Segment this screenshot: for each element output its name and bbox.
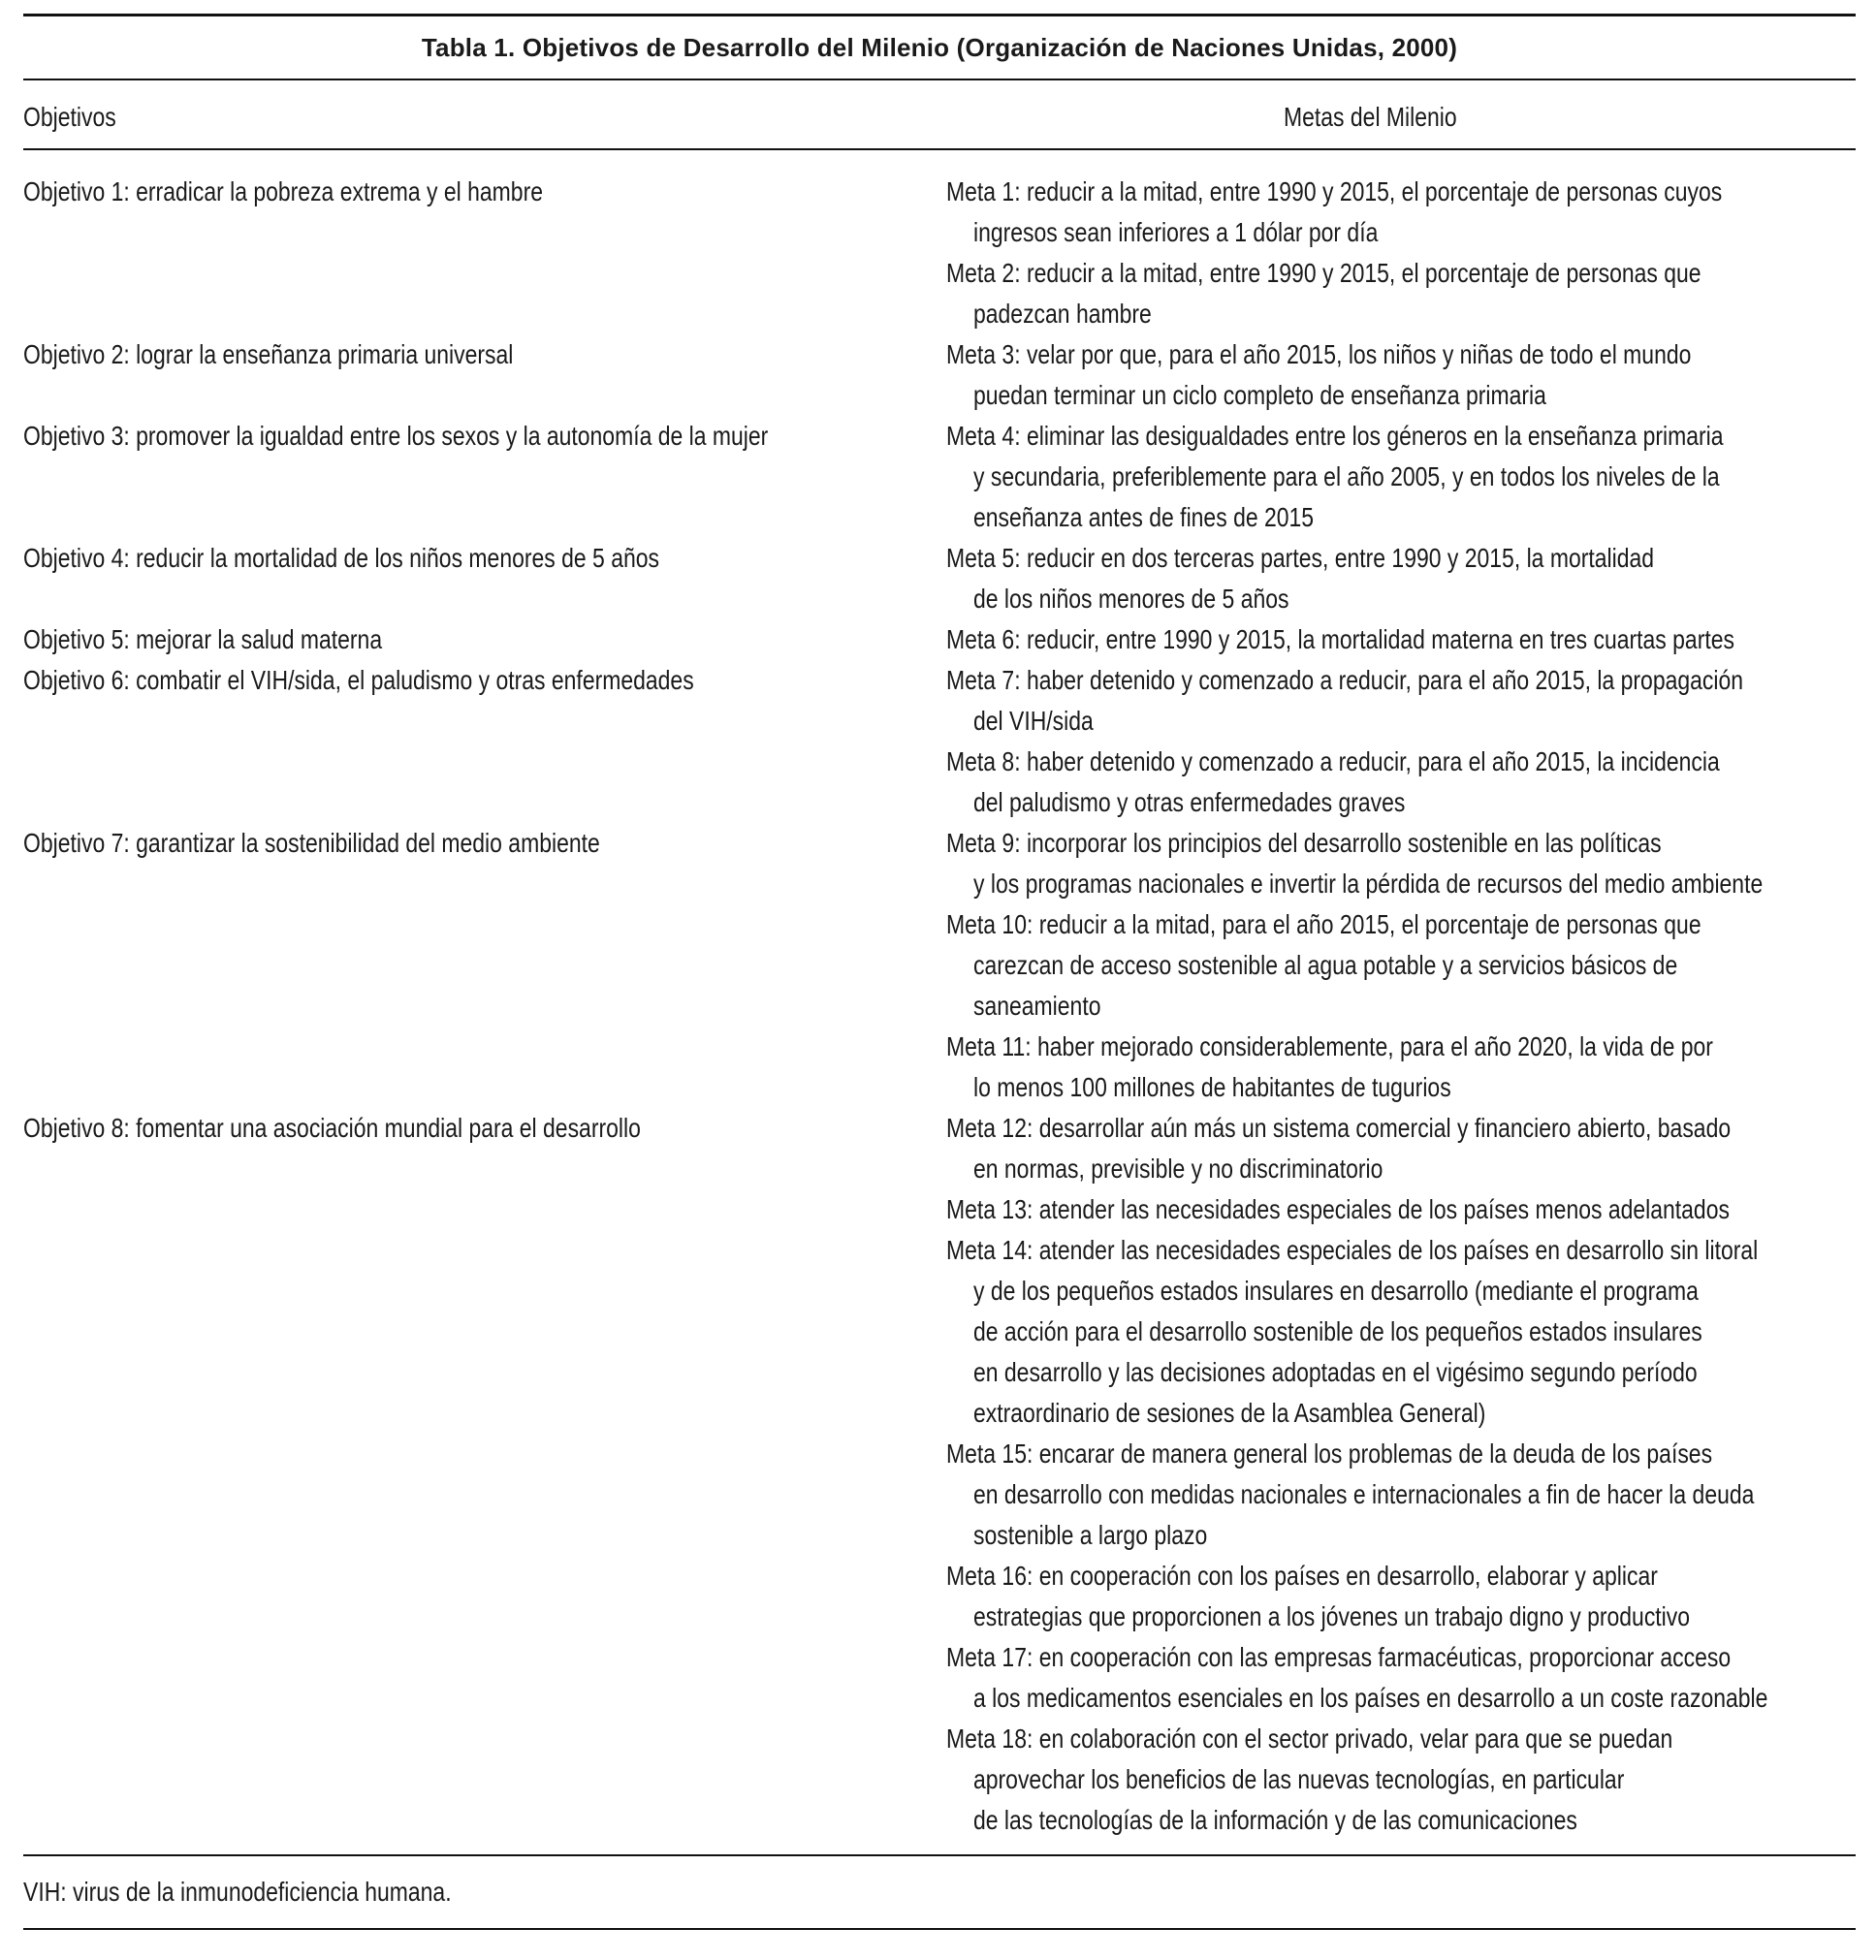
table-row xyxy=(23,823,1856,1108)
bottom-rule xyxy=(23,1928,1856,1930)
objective-cell xyxy=(23,172,946,212)
goal-line-first xyxy=(946,334,1856,375)
footnote-text: VIH: virus de la inmunodeficiencia humana. xyxy=(23,1877,452,1907)
goal-line-continuation xyxy=(946,701,1876,742)
goal-line-continuation xyxy=(946,1149,1876,1189)
goal-line-continuation xyxy=(946,986,1876,1027)
goal-line-continuation xyxy=(946,457,1876,497)
goal-item xyxy=(946,1719,1876,1841)
goal-line-continuation xyxy=(946,782,1876,823)
goal-line-continuation xyxy=(946,1474,1876,1515)
goal-line-continuation xyxy=(946,1312,1876,1352)
goal-text: Meta 2: reducir a la mitad, entre 1990 y 2015, el porcentaje de personas que xyxy=(946,258,1701,288)
goal-item xyxy=(946,660,1876,742)
goal-text: Meta 14: atender las necesidades especiales de los países en desarrollo sin litoral xyxy=(946,1235,1759,1265)
goal-line-first xyxy=(946,619,1876,660)
goal-line-continuation xyxy=(946,579,1856,619)
goal-text: de las tecnologías de la información y de las comunicaciones xyxy=(973,1805,1577,1835)
goal-item xyxy=(946,1637,1876,1719)
goal-text: carezcan de acceso sostenible al agua potable y a servicios básicos de xyxy=(973,950,1678,980)
table-row xyxy=(23,1108,1856,1841)
goals-cell xyxy=(946,1108,1876,1841)
goal-line-continuation xyxy=(946,1515,1876,1556)
goal-item xyxy=(946,1230,1876,1434)
goal-item xyxy=(946,619,1876,660)
goal-item xyxy=(946,1434,1876,1556)
goal-line-continuation xyxy=(946,1678,1876,1719)
goal-text: enseñanza antes de fines de 2015 xyxy=(973,502,1315,532)
goal-text: Meta 10: reducir a la mitad, para el año 2015, el porcentaje de personas que xyxy=(946,909,1701,939)
goal-text: estrategias que proporcionen a los jóvenes un trabajo digno y productivo xyxy=(973,1601,1691,1631)
objective-text: Objetivo 8: fomentar una asociación mundial para el desarrollo xyxy=(23,1113,641,1143)
goal-text: Meta 18: en colaboración con el sector privado, velar para que se puedan xyxy=(946,1723,1673,1754)
goal-line-first xyxy=(946,1719,1876,1759)
goal-line-first xyxy=(946,1108,1876,1149)
objective-text: Objetivo 2: lograr la enseñanza primaria universal xyxy=(23,339,514,369)
goal-text: Meta 16: en cooperación con los países en desarrollo, elaborar y aplicar xyxy=(946,1561,1658,1591)
objective-cell xyxy=(23,538,946,579)
goal-item xyxy=(946,742,1876,823)
goal-line-first xyxy=(946,1637,1876,1678)
goal-line-continuation xyxy=(946,864,1876,904)
goal-text: del paludismo y otras enfermedades graves xyxy=(973,787,1406,817)
goal-text: Meta 5: reducir en dos terceras partes, entre 1990 y 2015, la mortalidad xyxy=(946,543,1655,573)
objective-cell xyxy=(23,619,946,660)
goal-item xyxy=(946,1556,1876,1637)
goal-item xyxy=(946,1189,1876,1230)
goal-item xyxy=(946,416,1876,538)
goal-text: sostenible a largo plazo xyxy=(973,1520,1208,1550)
table-row xyxy=(23,538,1856,619)
goal-line-continuation xyxy=(946,1393,1876,1434)
goal-text: Meta 8: haber detenido y comenzado a reducir, para el año 2015, la incidencia xyxy=(946,746,1720,776)
goal-text: saneamiento xyxy=(973,991,1101,1021)
objective-text: Objetivo 6: combatir el VIH/sida, el paludismo y otras enfermedades xyxy=(23,665,694,695)
goal-text: en normas, previsible y no discriminatorio xyxy=(973,1154,1383,1184)
goal-text: aprovechar los beneficios de las nuevas tecnologías, en particular xyxy=(973,1764,1625,1794)
objective-cell xyxy=(23,823,946,864)
goal-line-first xyxy=(946,1027,1876,1067)
goal-line-continuation xyxy=(946,1759,1876,1800)
goal-text: Meta 7: haber detenido y comenzado a reducir, para el año 2015, la propagación xyxy=(946,665,1744,695)
goal-text: de acción para el desarrollo sostenible de los pequeños estados insulares xyxy=(973,1316,1702,1346)
goal-item xyxy=(946,538,1856,619)
header-goals: Metas del Milenio xyxy=(1284,102,1457,132)
goal-text: Meta 13: atender las necesidades especiales de los países menos adelantados xyxy=(946,1194,1730,1224)
goals-cell xyxy=(946,823,1876,1108)
goal-text: del VIH/sida xyxy=(973,706,1094,736)
table-header xyxy=(23,80,1856,148)
goal-item xyxy=(946,334,1856,416)
objective-cell xyxy=(23,1108,946,1149)
goals-cell xyxy=(946,619,1876,660)
goal-line-continuation xyxy=(946,497,1876,538)
objective-text: Objetivo 7: garantizar la sostenibilidad del medio ambiente xyxy=(23,828,600,858)
goal-line-first xyxy=(946,823,1876,864)
goal-line-continuation xyxy=(946,1352,1876,1393)
objective-cell xyxy=(23,416,946,457)
objective-text: Objetivo 4: reducir la mortalidad de los niños menores de 5 años xyxy=(23,543,659,573)
goal-text: y de los pequeños estados insulares en desarrollo (mediante el programa xyxy=(973,1276,1699,1306)
goal-text: Meta 12: desarrollar aún más un sistema comercial y financiero abierto, basado xyxy=(946,1113,1732,1143)
goal-text: Meta 3: velar por que, para el año 2015, los niños y niñas de todo el mundo xyxy=(946,339,1692,369)
goal-text: puedan terminar un ciclo completo de enseñanza primaria xyxy=(973,380,1546,410)
goal-text: a los medicamentos esenciales en los países en desarrollo a un coste razonable xyxy=(973,1683,1768,1713)
goal-line-continuation xyxy=(946,212,1876,253)
goal-item xyxy=(946,1108,1876,1189)
goal-line-continuation xyxy=(946,1067,1876,1108)
goal-text: Meta 1: reducir a la mitad, entre 1990 y 2015, el porcentaje de personas cuyos xyxy=(946,176,1723,206)
goal-text: de los niños menores de 5 años xyxy=(973,584,1289,614)
objective-text: Objetivo 5: mejorar la salud materna xyxy=(23,624,383,654)
table-row xyxy=(23,619,1856,660)
goal-text: ingresos sean inferiores a 1 dólar por día xyxy=(973,217,1379,247)
goal-line-continuation xyxy=(946,1596,1876,1637)
goal-line-first xyxy=(946,1230,1876,1271)
table-document xyxy=(23,14,1856,1930)
goal-text: Meta 11: haber mejorado considerablemente, para el año 2020, la vida de por xyxy=(946,1031,1713,1061)
goal-line-first xyxy=(946,416,1876,457)
goal-item xyxy=(946,172,1876,253)
goal-line-first xyxy=(946,172,1876,212)
goal-text: Meta 6: reducir, entre 1990 y 2015, la mortalidad materna en tres cuartas partes xyxy=(946,624,1734,654)
goals-cell xyxy=(946,334,1856,416)
goal-line-first xyxy=(946,1556,1876,1596)
table-row xyxy=(23,416,1856,538)
goals-cell xyxy=(946,416,1876,538)
goal-text: Meta 9: incorporar los principios del desarrollo sostenible en las políticas xyxy=(946,828,1662,858)
goal-line-first xyxy=(946,660,1876,701)
goal-line-continuation xyxy=(946,1271,1876,1312)
table-title: Tabla 1. Objetivos de Desarrollo del Milenio (Organización de Naciones Unidas, 2000) xyxy=(421,33,1458,62)
goals-cell xyxy=(946,538,1856,619)
table-row xyxy=(23,172,1856,334)
goal-line-first xyxy=(946,538,1856,579)
goal-text: y secundaria, preferiblemente para el año 2005, y en todos los niveles de la xyxy=(973,461,1720,491)
goal-line-first xyxy=(946,742,1876,782)
goal-text: Meta 17: en cooperación con las empresas farmacéuticas, proporcionar acceso xyxy=(946,1642,1732,1672)
objective-text: Objetivo 1: erradicar la pobreza extrema y el hambre xyxy=(23,176,543,206)
goals-cell xyxy=(946,660,1876,823)
table-row xyxy=(23,334,1856,416)
goal-item xyxy=(946,253,1876,334)
goal-text: padezcan hambre xyxy=(973,299,1152,329)
goal-line-continuation xyxy=(946,375,1856,416)
goal-text: Meta 4: eliminar las desigualdades entre los géneros en la enseñanza primaria xyxy=(946,421,1724,451)
objective-cell xyxy=(23,334,946,375)
footnote xyxy=(23,1856,1856,1928)
goal-text: lo menos 100 millones de habitantes de tugurios xyxy=(973,1072,1451,1102)
goal-line-first xyxy=(946,1434,1876,1474)
goal-line-continuation xyxy=(946,945,1876,986)
goal-item xyxy=(946,823,1876,904)
objective-cell xyxy=(23,660,946,701)
goal-text: y los programas nacionales e invertir la pérdida de recursos del medio ambiente xyxy=(973,869,1764,899)
goal-line-continuation xyxy=(946,294,1876,334)
goal-item xyxy=(946,904,1876,1027)
header-objectives: Objetivos xyxy=(23,102,116,132)
goal-text: en desarrollo y las decisiones adoptadas en el vigésimo segundo período xyxy=(973,1357,1698,1387)
goal-text: extraordinario de sesiones de la Asamblea General) xyxy=(973,1398,1486,1428)
goal-line-first xyxy=(946,904,1876,945)
objective-text: Objetivo 3: promover la igualdad entre los sexos y la autonomía de la mujer xyxy=(23,421,769,451)
goal-line-first xyxy=(946,1189,1876,1230)
table-body xyxy=(23,150,1856,1854)
goal-item xyxy=(946,1027,1876,1108)
table-row xyxy=(23,660,1856,823)
goal-line-first xyxy=(946,253,1876,294)
goal-text: Meta 15: encarar de manera general los problemas de la deuda de los países xyxy=(946,1438,1713,1469)
goals-cell xyxy=(946,172,1876,334)
goal-line-continuation xyxy=(946,1800,1876,1841)
goal-text: en desarrollo con medidas nacionales e internacionales a fin de hacer la deuda xyxy=(973,1479,1755,1509)
